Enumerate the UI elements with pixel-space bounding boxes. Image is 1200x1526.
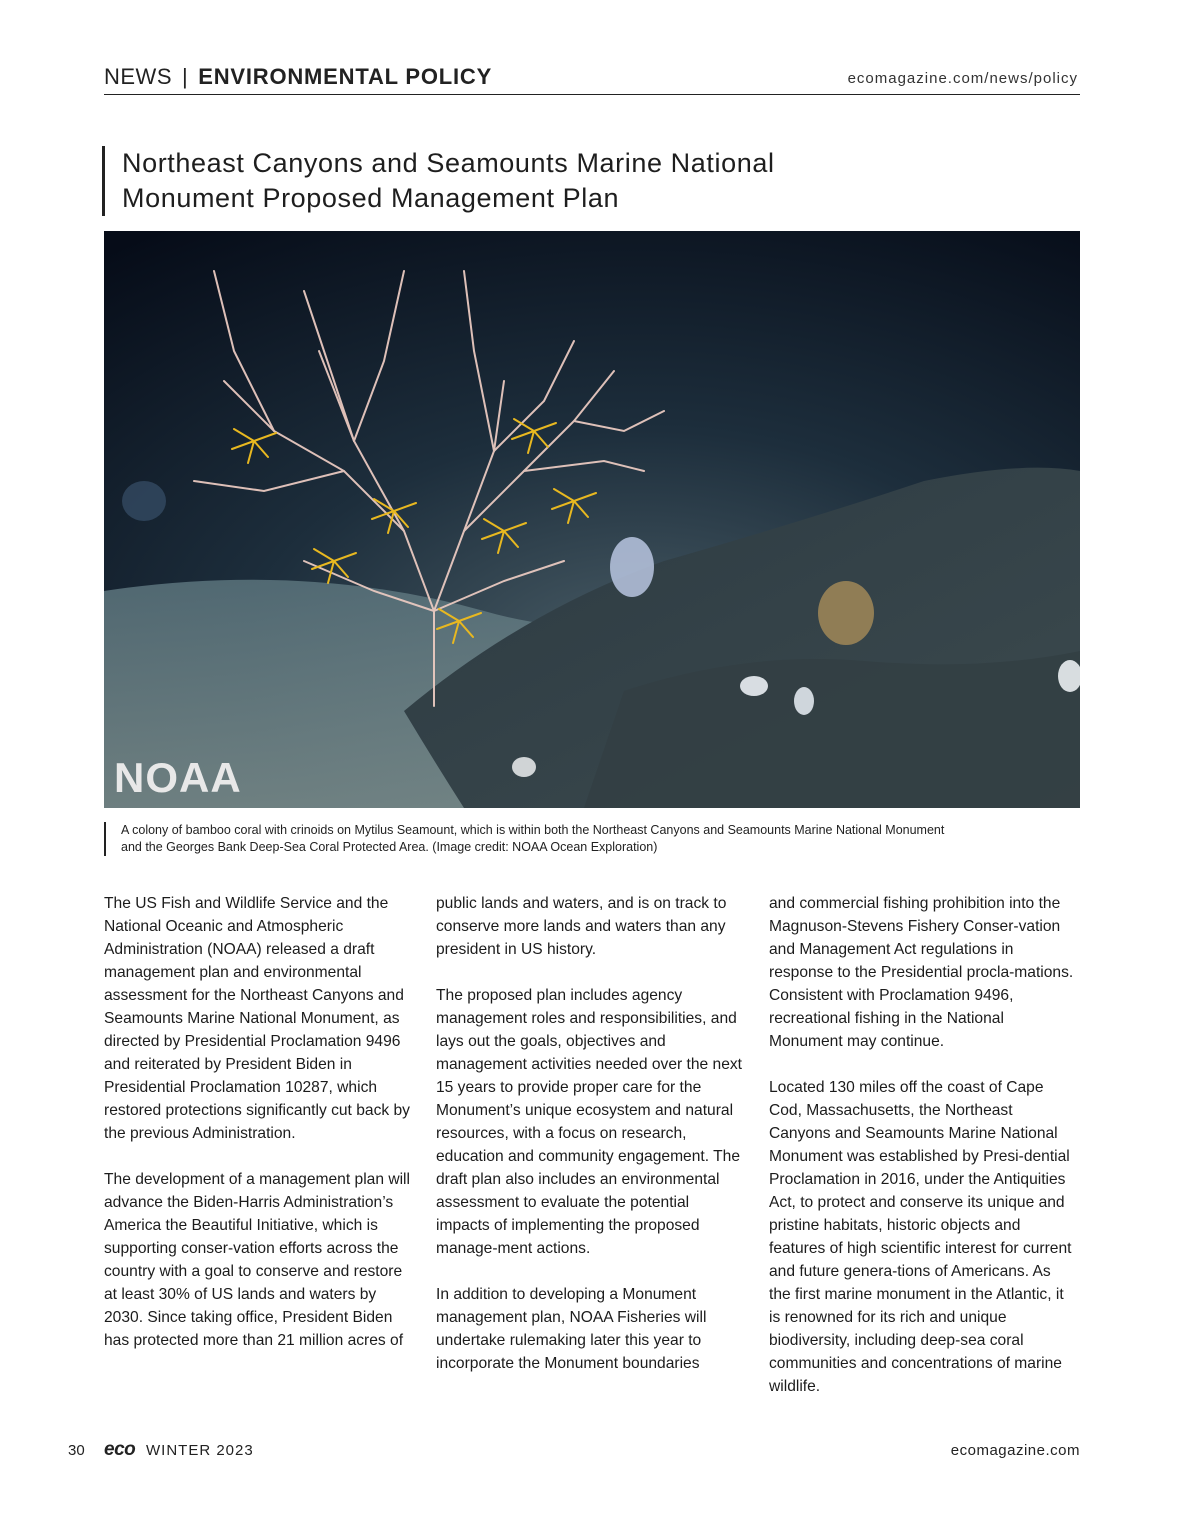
section-category: ENVIRONMENTAL POLICY [198,64,493,89]
section-label [104,64,492,90]
paragraph: In addition to developing a Monument management plan, NOAA Fisheries will undertake rulemaking later this year to incorporate the Monument boundaries [436,1286,707,1372]
paragraph: The US Fish and Wildlife Service and the National Oceanic and Atmospheric Administration (NOAA) released a draft management plan and environmental assessment for the Northeast Canyons and Seamounts Marine National Monument, as directed by Presidential Proclamation 9496 and reiterated by President Biden in Presidential Proclamation 10287, which restored protections significantly cut back by the previous Administration. [104,895,410,1142]
paragraph: The proposed plan includes agency management roles and responsibilities, and lays out the goals, objectives and management activities needed over the next 15 years to provide proper care for the Monument’s unique ecosystem and natural resources, with a focus on research, education and community engagement. The draft plan also includes an environmental assessment to evaluate the potential impacts of implementing the proposed manage-ment actions. [436,987,742,1257]
page-number: 30 [68,1442,85,1459]
issue-label: WINTER 2023 [146,1442,254,1459]
paragraph: The development of a management plan will advance the Biden-Harris Administration’s America the Beautiful Initiative, which is supporting conser-vation efforts across the country with a goal to conserve and restore at least 30% of US lands and waters by 2030. Since taking office, President Biden has protected more than 21 million acres of [104,1171,410,1349]
coral-illustration [104,231,1080,808]
section-separator: | [182,64,189,89]
paragraph: Located 130 miles off the coast of Cape Cod, Massachusetts, the Northeast Canyons and Seamounts Marine National Monument was established by Presi-dential Proclamation in 2016, under the Antiquities Act, to protect and conserve its unique and pristine habitats, historic objects and features of high scientific interest for current and future genera-tions of Americans. As the first marine monument in the Atlantic, it is renowned for its rich and unique biodiversity, including deep-sea coral communities and concentrations of marine wildlife. [769,1079,1072,1395]
article-column-1 [104,892,410,1375]
article-title: Northeast Canyons and Seamounts Marine National Monument Proposed Management Plan [122,148,775,213]
article-column-2 [436,892,742,1398]
article-column-3 [769,892,1075,1421]
page-header [104,62,1080,95]
paragraph: public lands and waters, and is on track to conserve more lands and waters than any president in US history. [436,895,727,958]
section-url[interactable]: ecomagazine.com/news/policy [847,70,1078,87]
photo-caption: A colony of bamboo coral with crinoids on Mytilus Seamount, which is within both the Northeast Canyons and Seamounts Marine National Monument and the Georges Bank Deep-Sea Coral Protected Area. (Image credit: NOAA Ocean Exploration) [104,822,961,856]
footer-site-link[interactable]: ecomagazine.com [950,1442,1080,1459]
paragraph: and commercial fishing prohibition into the Magnuson-Stevens Fishery Conser-vation and Management Act regulations in response to the Presidential procla-mations. Consistent with Proclamation 9496, recreational fishing in the National Monument may continue. [769,895,1074,1050]
page-footer [68,1439,1080,1464]
article-photo [104,231,1080,808]
noaa-watermark: NOAA [114,754,242,801]
title-block [102,146,882,216]
section-name: NEWS [104,64,172,89]
magazine-logo: eco [104,1439,136,1460]
